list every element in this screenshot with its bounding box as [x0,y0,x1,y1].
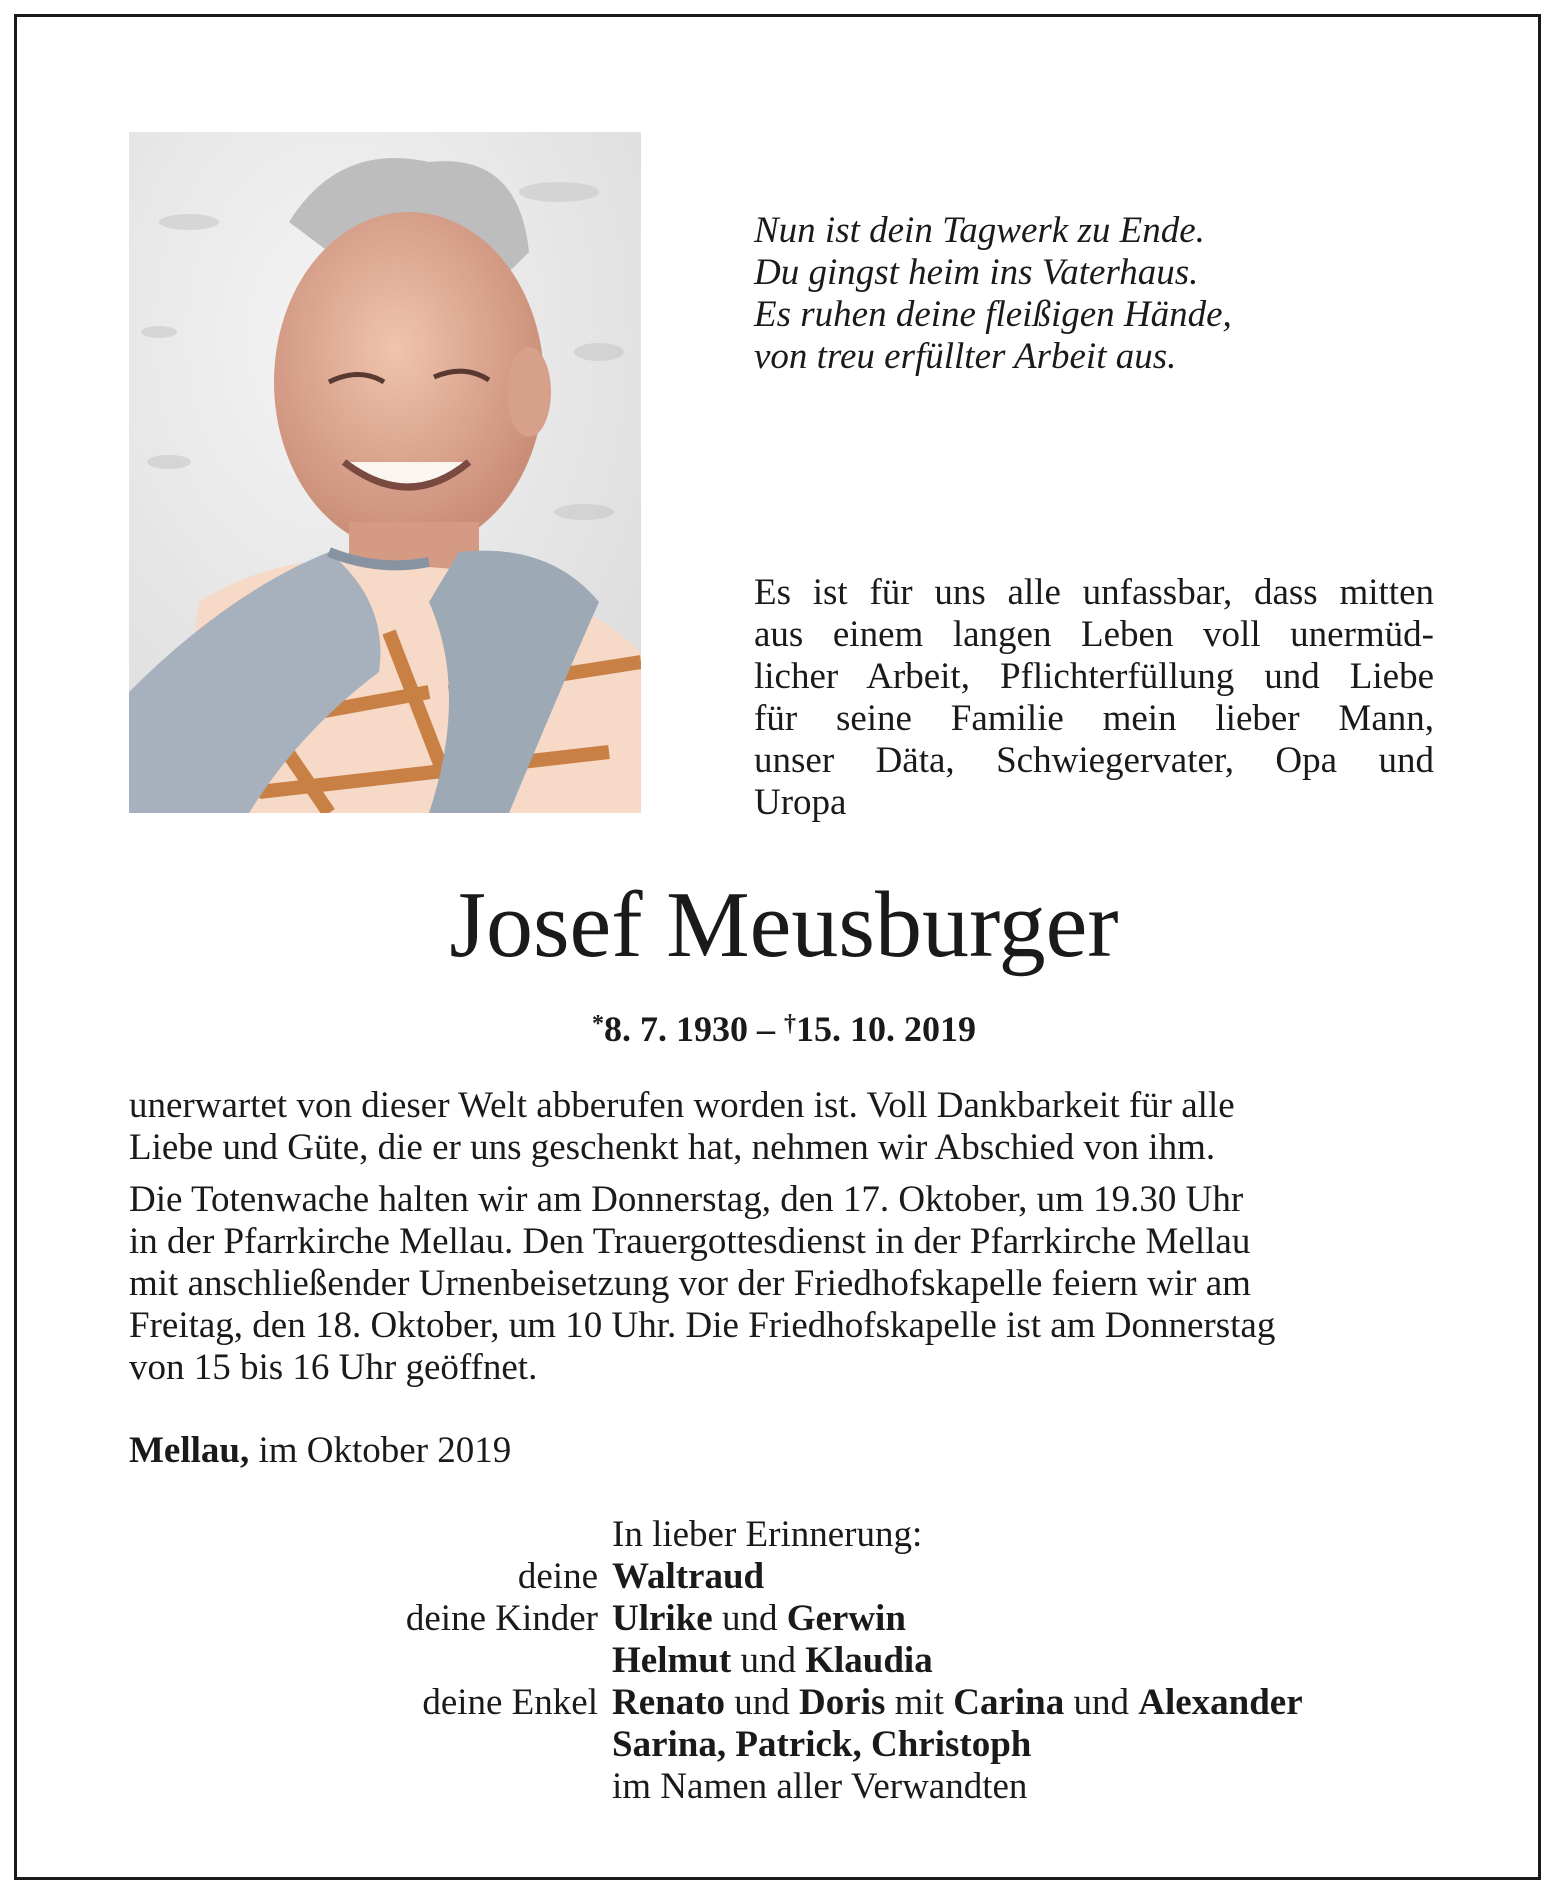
mourners-heading: In lieber Erinnerung: [612,1514,923,1555]
body-paragraph-2 [129,1179,1437,1389]
grandchildren-names: Sarina, Patrick, Christoph [612,1724,1032,1765]
partner-name: Gerwin [786,1598,906,1639]
grandchild-name: Doris [799,1682,886,1723]
poem-line: von treu erfüllter Arbeit aus. [754,336,1177,377]
place-date: im Oktober 2019 [249,1430,512,1471]
place-town: Mellau, [129,1430,250,1471]
great-grandchild-name: Alexander [1138,1682,1303,1723]
death-symbol: † [784,1011,796,1037]
death-date: 15. 10. 2019 [796,1009,976,1049]
poem-verse [754,210,1454,378]
intro-line: licher Arbeit, Pflichterfüllung und Liebe [754,656,1434,697]
portrait-photo [129,132,641,813]
conjunction: und [725,1682,800,1723]
birth-symbol: * [592,1011,604,1037]
poem-line: Du gingst heim ins Vaterhaus. [754,252,1199,293]
conjunction: und [712,1598,787,1639]
body-line: unerwartet von dieser Welt abberufen worden ist. Voll Dankbarkeit für alle [129,1085,1235,1126]
conjunction: mit [885,1682,954,1723]
poem-line: Nun ist dein Tagwerk zu Ende. [754,210,1205,251]
place-date-line [129,1430,511,1472]
wife-label: deine [517,1556,598,1597]
body-line: mit anschließender Urnenbeisetzung vor der Friedhofskapelle feiern wir am [129,1263,1251,1304]
closing-line: im Namen aller Verwandten [612,1766,1028,1807]
intro-line: für seine Familie mein lieber Mann, [754,698,1434,739]
wife-name: Waltraud [612,1556,765,1597]
conjunction: und [1064,1682,1139,1723]
life-dates [0,1002,1568,1051]
child-name: Ulrike [612,1598,713,1639]
grandchild-name: Renato [612,1682,726,1723]
intro-line: unser Däta, Schwiegervater, Opa und [754,740,1434,781]
body-line: Die Totenwache halten wir am Donnerstag, den 17. Oktober, um 19.30 Uhr [129,1179,1244,1220]
body-paragraph-1 [129,1085,1437,1169]
intro-paragraph [754,572,1434,824]
poem-line: Es ruhen deine fleißigen Hände, [754,294,1232,335]
intro-line: Es ist für uns alle unfassbar, dass mitten [754,572,1434,613]
body-line: Liebe und Güte, die er uns geschenkt hat, nehmen wir Abschied von ihm. [129,1127,1216,1168]
intro-line: Uropa [754,782,847,823]
intro-line: aus einem langen Leben voll unermüd- [754,614,1434,655]
children-label: deine Kinder [405,1598,598,1639]
mourners-list [0,1514,1568,1808]
body-line: in der Pfarrkirche Mellau. Den Trauergottesdienst in der Pfarrkirche Mellau [129,1221,1251,1262]
great-grandchild-name: Carina [953,1682,1065,1723]
body-line: von 15 bis 16 Uhr geöffnet. [129,1347,538,1388]
deceased-name: Josef Meusburger [449,873,1119,977]
partner-name: Klaudia [805,1640,933,1681]
body-line: Freitag, den 18. Oktober, um 10 Uhr. Die Friedhofskapelle ist am Donnerstag [129,1305,1276,1346]
grandchildren-label: deine Enkel [422,1682,598,1723]
birth-date: 8. 7. 1930 [604,1009,748,1049]
date-separator: – [757,1009,775,1049]
conjunction: und [731,1640,806,1681]
child-name: Helmut [612,1640,732,1681]
